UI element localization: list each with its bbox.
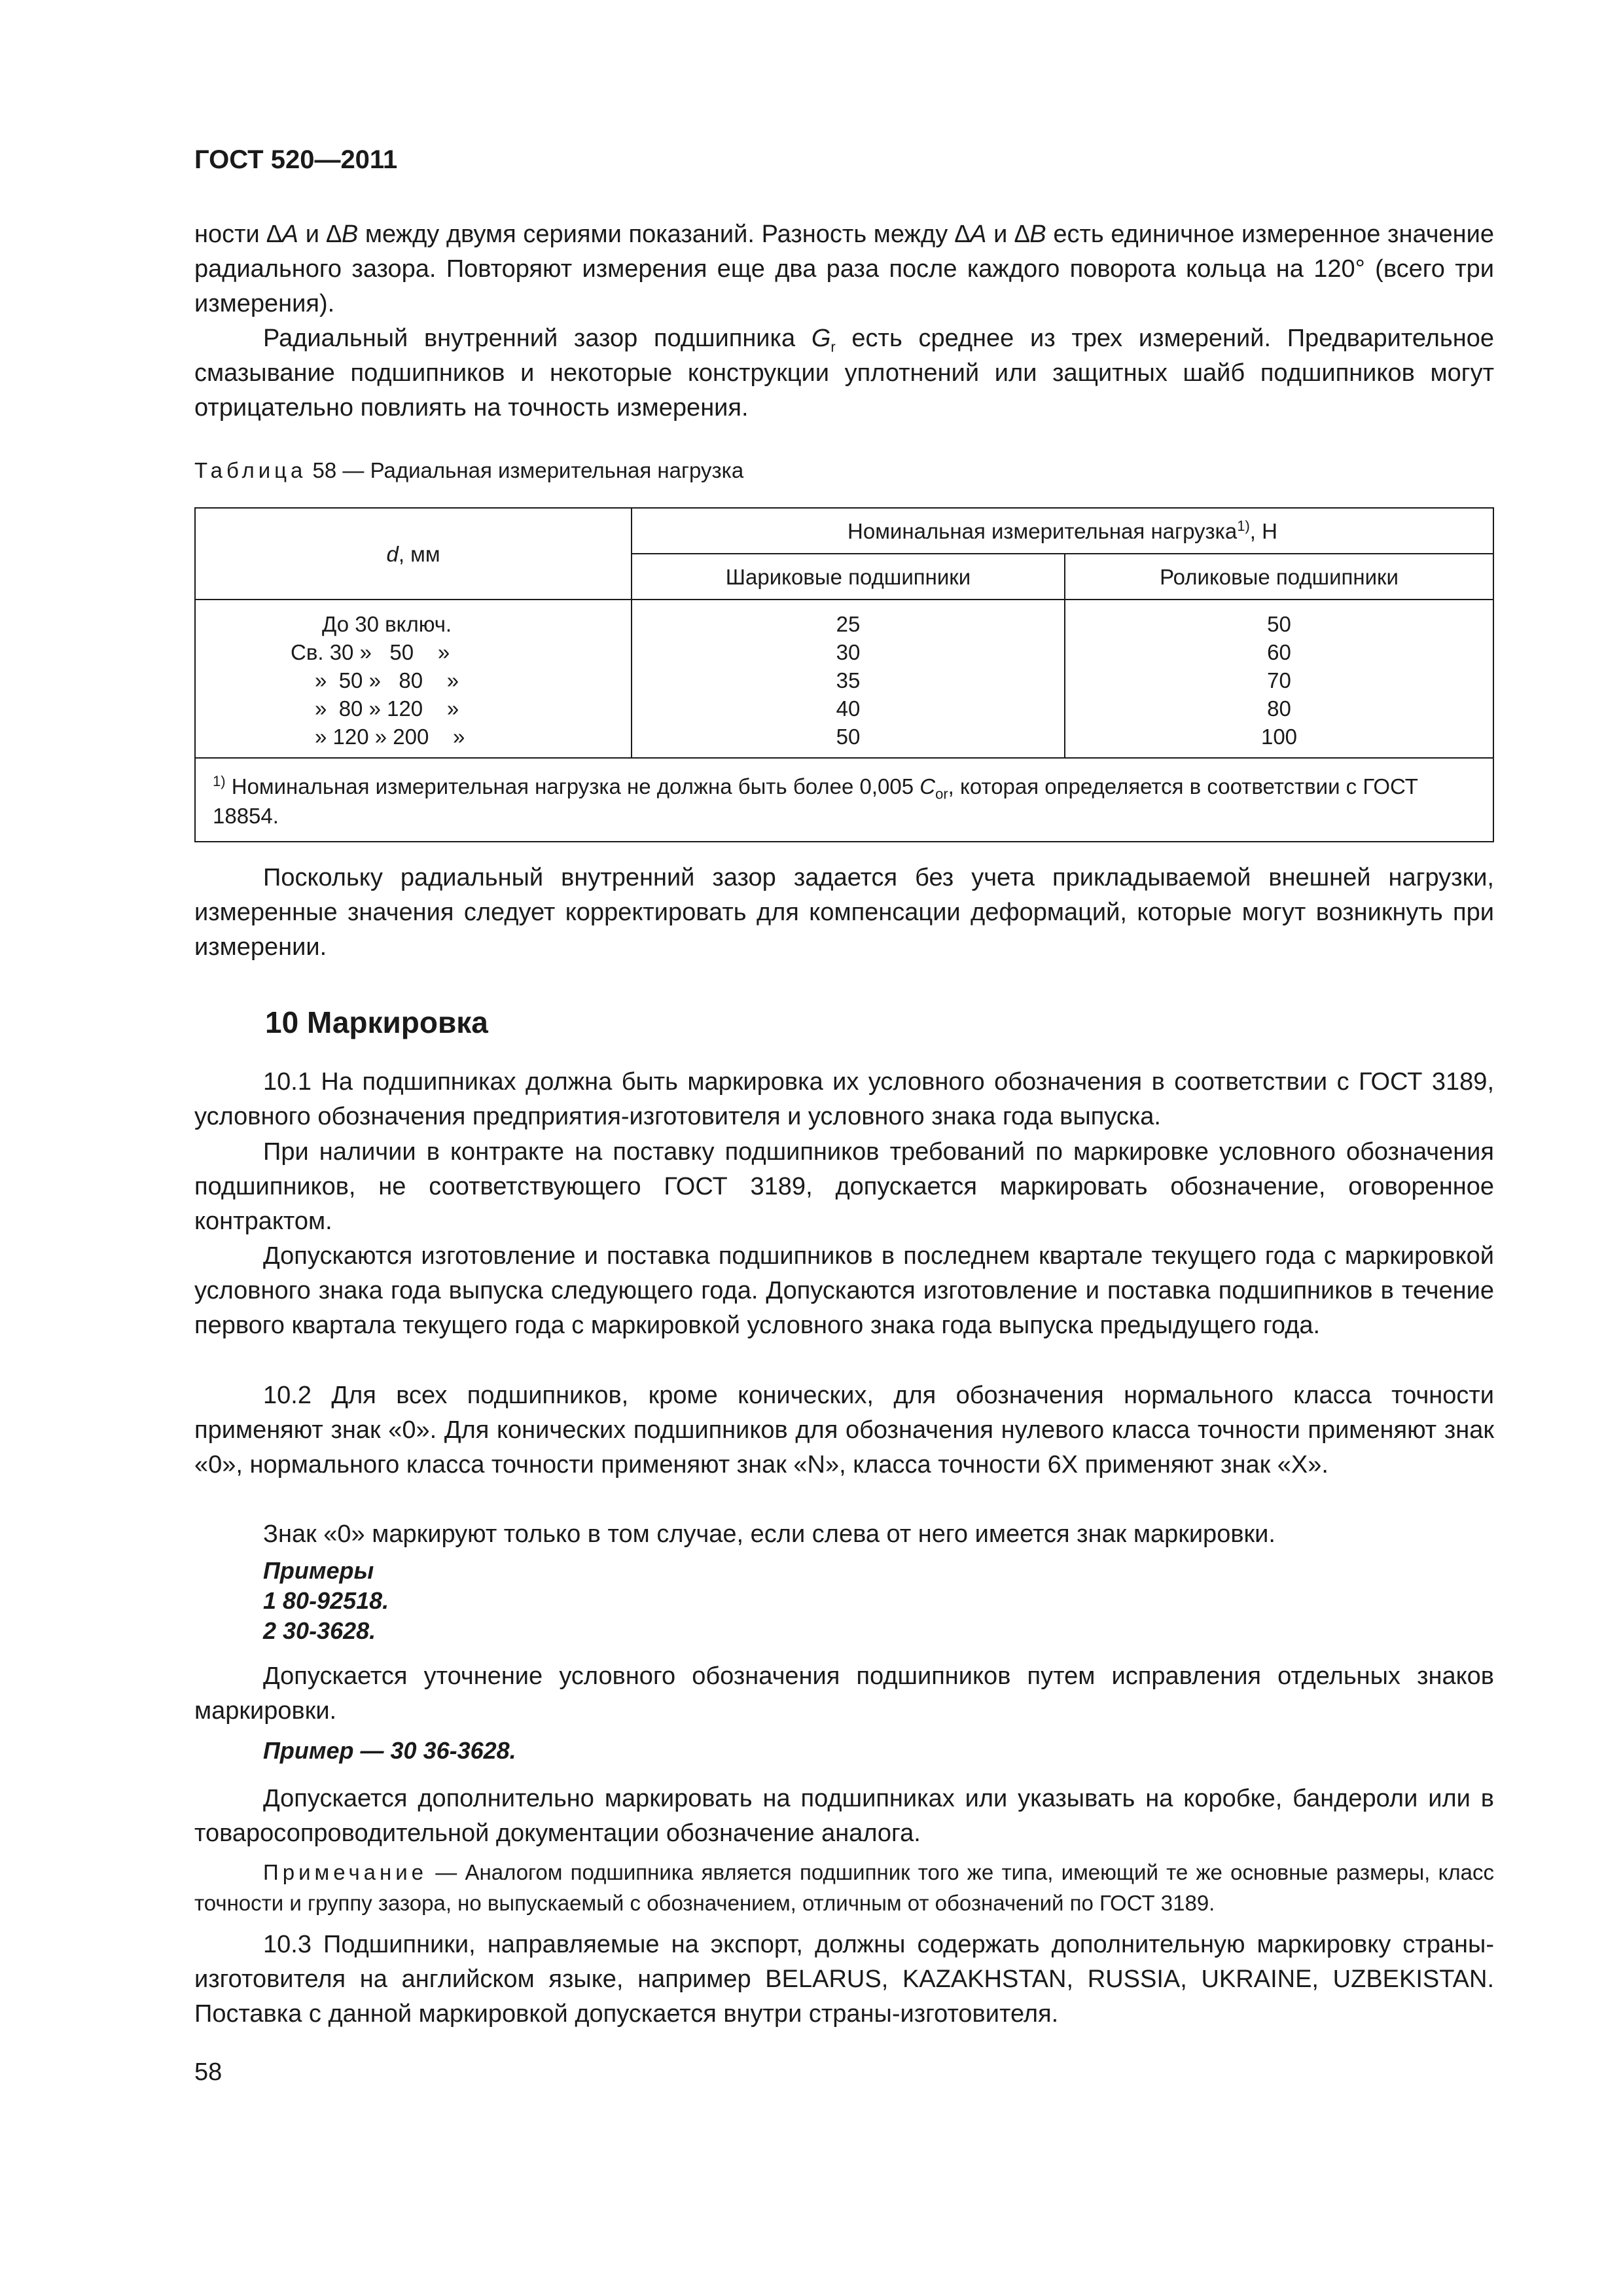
- paragraph-contract: При наличии в контракте на поставку подшипников требований по маркировке условного обозначения подшипников, не соответствующего ГОСТ 3189, допускается маркировать обозначение, оговоренное контрактом.: [194, 1138, 1494, 1235]
- table-footnote: $^{1)}$ Номинальная измерительная нагрузка не должна быть более 0,005 $C_{or}$, которая определяется в соответствии с ГОСТ 18854.: [195, 758, 1493, 842]
- paragraph-10-2: 10.2 Для всех подшипников, кроме конических, для обозначения нормального класса точности применяют знак «0». Для конических подшипников для обозначения нулевого класса точности применяют знак «0», нормального класса точности применяют знак «N», класса точности 6X применяют знак «X».: [194, 1382, 1494, 1479]
- table-cell-roller: 80: [1267, 696, 1291, 721]
- ball-values-cell: [632, 600, 1065, 758]
- paragraph-quarter: Допускаются изготовление и поставка подшипников в последнем квартале текущего года с маркировкой условного знака года выпуска следующего года. Допускаются изготовление и поставка подшипников в течение первого квартала текущего года с маркировкой условного знака года выпуска предыдущего года.: [194, 1242, 1494, 1339]
- page-number: 58: [194, 2058, 223, 2086]
- intro-paragraph-1: ности ∆A и ∆B между двумя сериями показаний. Разность между ∆A и ∆B есть единичное измеренное значение радиального зазора. Повторяют измерения еще два раза после каждого поворота кольца на 120° (всего три измерения).: [194, 221, 1495, 317]
- paragraph-analog: Допускается дополнительно маркировать на подшипниках или указывать на коробке, бандероли или в товаросопроводительной документации обозначение аналога.: [194, 1785, 1494, 1847]
- examples-title: Примеры: [263, 1557, 374, 1584]
- table-cell-d: » 120 » 200 »: [315, 725, 465, 749]
- example-single: Пример — 30 36-3628.: [263, 1737, 516, 1764]
- roller-values-cell: [1065, 600, 1493, 758]
- table-cell-roller: 100: [1260, 725, 1298, 749]
- radial-load-table: [194, 507, 1494, 842]
- table-cell-d: » 80 » 120 »: [315, 696, 459, 721]
- table-cell-d: До 30 включ.: [322, 612, 452, 636]
- table-cell-roller: 70: [1267, 668, 1291, 692]
- table-cell-ball: 30: [836, 640, 861, 664]
- table-cell-roller: 50: [1267, 612, 1291, 636]
- after-table-paragraph: Поскольку радиальный внутренний зазор задается без учета прикладываемой внешней нагрузки, измеренные значения следует корректировать для компенсации деформаций, которые могут возникнуть при измерении.: [194, 864, 1494, 961]
- table-cell-roller: 60: [1267, 640, 1291, 664]
- column-header-roller: Роликовые подшипники: [1065, 554, 1493, 600]
- table-cell-ball: 40: [836, 696, 861, 721]
- table-cell-d: Св. 30 » 50 »: [291, 640, 450, 664]
- paragraph-refine: Допускается уточнение условного обозначения подшипников путем исправления отдельных знаков маркировки.: [194, 1662, 1494, 1725]
- paragraph-10-1: 10.1 На подшипниках должна быть маркировка их условного обозначения в соответствии с ГОСТ 3189, условного обозначения предприятия-изготовителя и условного знака года выпуска.: [194, 1068, 1494, 1130]
- table-cell-d: » 50 » 80 »: [315, 668, 459, 692]
- paragraph-10-3: 10.3 Подшипники, направляемые на экспорт, должны содержать дополнительную маркировку страны-изготовителя на английском языке, например BELARUS, KAZAKHSTAN, RUSSIA, UKRAINE, UZBEKISTAN. Поставка с данной маркировкой допускается внутри страны-изготовителя.: [194, 1931, 1494, 2028]
- section-title: 10 Маркировка: [265, 1005, 488, 1039]
- table-cell-ball: 35: [836, 668, 861, 692]
- table-caption: Таблица 58 — Радиальная измерительная нагрузка: [194, 458, 744, 482]
- table-cell-ball: 50: [836, 725, 861, 749]
- intro-paragraph-2: Радиальный внутренний зазор подшипника $G_r$ есть среднее из трех измерений. Предварительное смазывание подшипников и некоторые конструкции уплотнений или защитных шайб подшипников могут отрицательно повлиять на точность измерения.: [194, 325, 1494, 422]
- column-header-d: d, мм: [195, 508, 632, 600]
- paragraph-zero-sign: Знак «0» маркируют только в том случае, если слева от него имеется знак маркировки.: [263, 1520, 1275, 1548]
- column-header-ball: Шариковые подшипники: [632, 554, 1065, 600]
- example-1: 1 80-92518.: [263, 1587, 389, 1614]
- note-paragraph: Примечание — Аналогом подшипника является подшипник того же типа, имеющий те же основные размеры, класс точности и группу зазора, но выпускаемый с обозначением, отличным от обозначений по ГОСТ 3189.: [194, 1860, 1494, 1915]
- document-header: ГОСТ 520—2011: [194, 145, 398, 174]
- column-group-header: Номинальная измерительная нагрузка$^{1)}$, Н: [632, 508, 1493, 554]
- example-2: 2 30-3628.: [263, 1617, 376, 1644]
- table-cell-ball: 25: [836, 612, 861, 636]
- d-values-cell: [195, 600, 632, 758]
